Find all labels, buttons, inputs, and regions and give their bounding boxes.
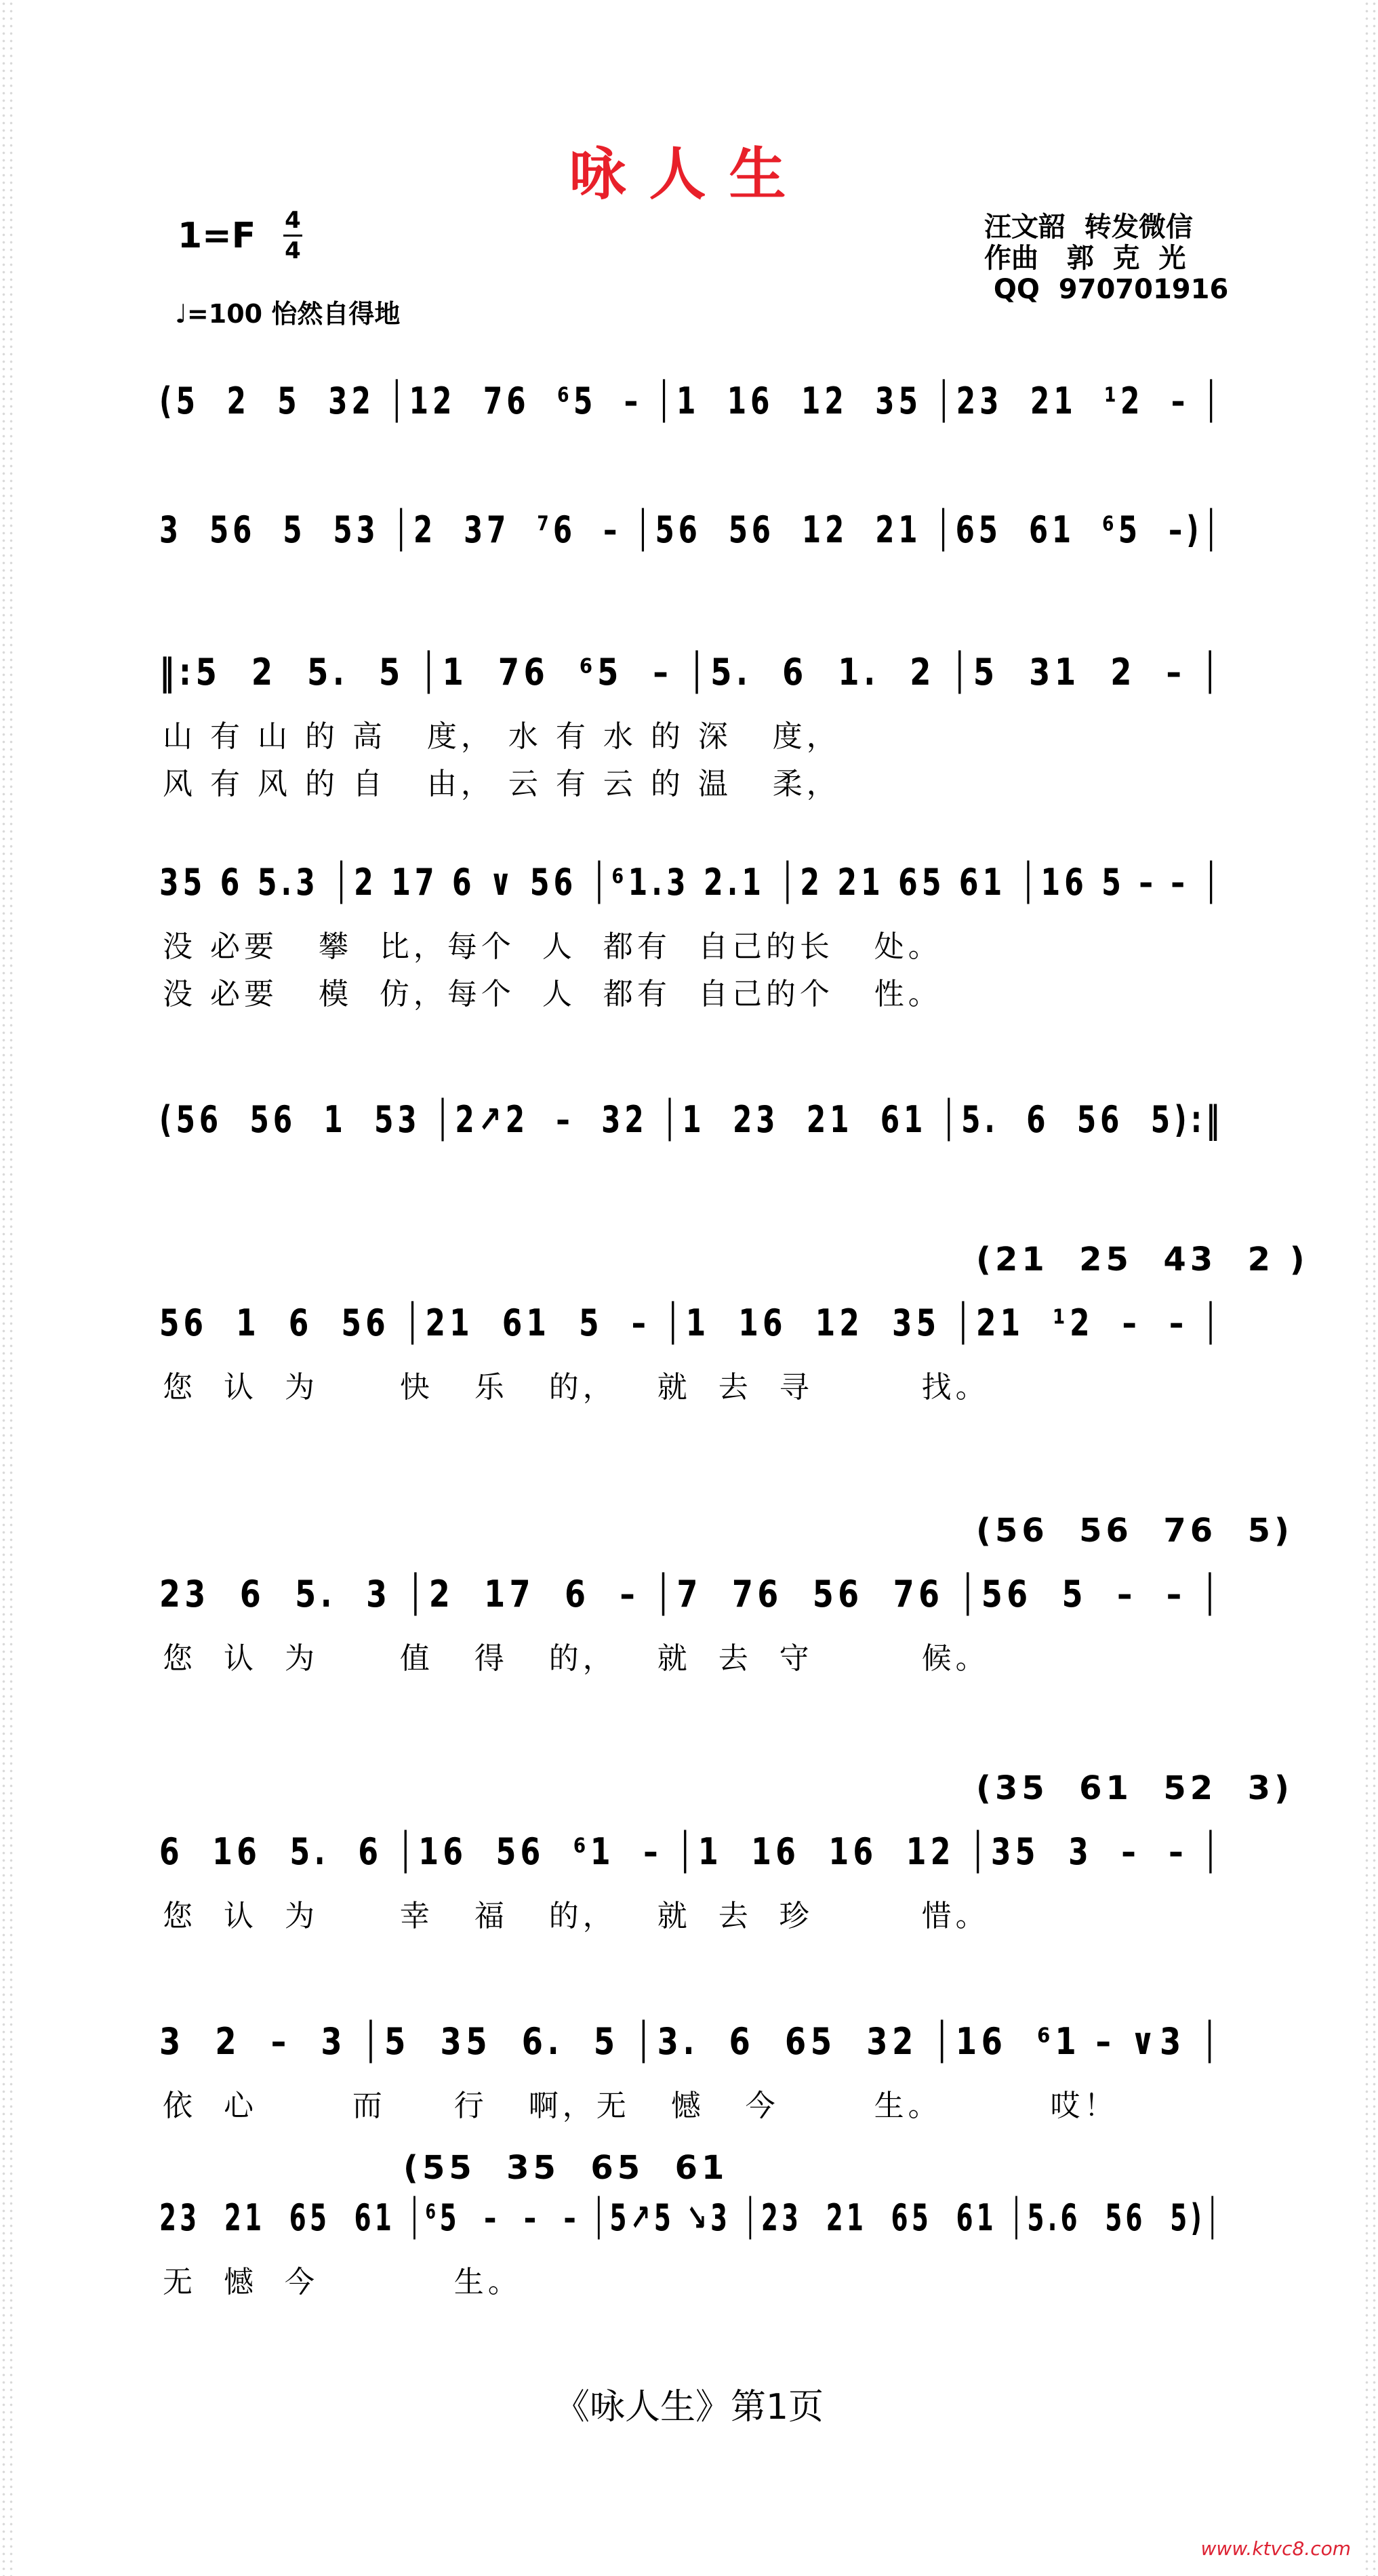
score-row [159,651,1230,827]
lyric-line: 依 心 而 行 啊，无 憾 今 生。 哎！ [163,2089,1118,2123]
score-row [159,1512,1293,1749]
time-signature-top: 4 [285,207,301,234]
left-border-pattern [0,0,15,2576]
score-row [159,1769,1293,2007]
interlude-notes: (35 61 52 3) [976,1769,1293,1807]
notation-line: (5 2 5 32 │12 76 ⁶5 – │1 16 12 35 │23 21 ¹2 – │ [159,380,1224,422]
score-row [159,861,1230,1037]
watermark: www.ktvc8.com [1200,2537,1351,2560]
page-footer: 《咏人生》第1页 [554,2387,824,2428]
lyric-line: 您 认 为 快 乐 的， 就 去 寻 找。 [163,1370,990,1405]
notation-line: 3 2 – 3 │5 35 6. 5 │3. 6 65 32 │16 ⁶1 – ∨3 │ [159,2020,1223,2063]
key-signature: 1=F [178,216,256,256]
score-row [159,1241,1309,1478]
notation-line: ‖:5 2 5. 5 │1 76 ⁶5 – │5. 6 1. 2 │5 31 2 – │ [159,651,1224,693]
interlude-notes: (21 25 43 2 ) [976,1241,1309,1279]
notation-line: (56 56 1 53 │2↗2 – 32 │1 23 21 61 │5. 6 56 5):‖ [159,1098,1224,1141]
lyric-line: 您 认 为 值 得 的， 就 去 守 候。 [163,1641,990,1676]
credit-line: 作曲 郭 克 光 [984,243,1186,274]
notation-line: 3 56 5 53 │2 37 ⁷6 – │56 56 12 21 │65 61 ⁶5 –)│ [159,508,1223,551]
interlude-notes: (55 35 65 61 [403,2149,729,2187]
lyric-line: 风 有 风 的 自 由， 云 有 云 的 温 柔， [163,767,840,801]
interlude-notes: (56 56 76 5) [976,1512,1293,1550]
song-title: 咏人生 [569,141,809,207]
notation-line: 23 21 65 61 │⁶5 – – – │5↗5 ↘3 │23 21 65 61 │5.6 56 5)│ [159,2196,1223,2239]
notation-line: 56 1 6 56 │21 61 5 – │1 16 12 35 │21 ¹2 – – │ [159,1302,1224,1344]
credit-line: QQ 970701916 [984,274,1229,305]
notation-line: 6 16 5. 6 │16 56 ⁶1 – │1 16 16 12 │35 3 – – │ [159,1830,1224,1873]
time-signature-bottom: 4 [285,237,301,264]
tempo-marking: ♩=100 怡然自得地 [175,299,401,329]
lyric-line: 没 必要 攀 比，每个 人 都有 自己的长 处。 [163,929,942,964]
lyric-line: 山 有 山 的 高 度， 水 有 水 的 深 度， [163,719,840,754]
lyric-line: 您 认 为 幸 福 的， 就 去 珍 惜。 [163,1899,990,1933]
right-border-pattern [1363,0,1378,2576]
notation-line: 35 6 5.3 │2 17 6 ∨ 56 │⁶1.3 2.1 │2 21 65 61 │16 5 – – │ [159,861,1224,904]
credit-line: 汪文韶 转发微信 [984,212,1193,243]
time-signature [283,207,302,264]
notation-line: 23 6 5. 3 │2 17 6 – │7 76 56 76 │56 5 – – │ [159,1573,1223,1615]
credits [984,212,1228,305]
score-row [159,2149,1230,2373]
lyric-line: 没 必要 模 仿，每个 人 都有 自己的个 性。 [163,977,942,1011]
lyric-line: 无 憾 今 生。 [163,2265,522,2299]
